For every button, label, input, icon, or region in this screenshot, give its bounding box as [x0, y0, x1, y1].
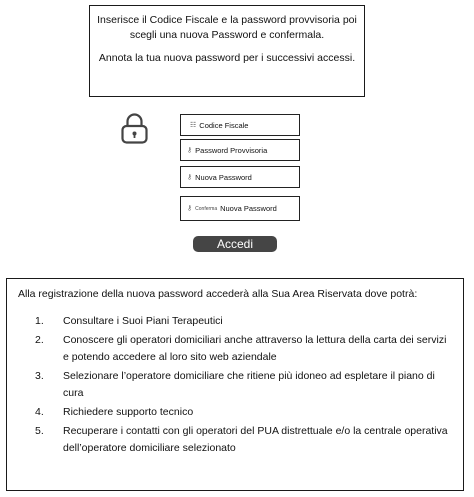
list-text: Conoscere gli operatori domiciliari anche attraverso la lettura della carta dei servizi e potendo accedere al loro sito web aziendale: [63, 334, 447, 363]
instructions-note: Annota la tua nuova password per i successivi accessi.: [98, 52, 356, 64]
password-provvisoria-placeholder: Password Provvisoria: [195, 145, 268, 155]
info-intro: Alla registrazione della nuova password accederà alla Sua Area Riservata dove potrà:: [18, 288, 418, 300]
password-provvisoria-input[interactable]: [180, 139, 300, 161]
conferma-hint: Conferma: [195, 205, 218, 212]
nuova-password-input[interactable]: [180, 166, 300, 188]
list-item: [18, 332, 451, 366]
info-box: [6, 278, 464, 491]
lock-icon: [121, 112, 148, 144]
list-text: Selezionare l’operatore domiciliare che ritiene più idoneo ad espletare il piano di cura: [63, 370, 435, 399]
codice-fiscale-placeholder: Codice Fiscale: [199, 120, 249, 130]
instructions-text: Inserisce il Codice Fiscale e la password provvisoria poi scegli una nuova Password e confermala.: [97, 14, 357, 41]
conferma-password-input[interactable]: [180, 196, 300, 221]
list-number: 2.: [35, 334, 44, 346]
list-item: [18, 368, 451, 402]
list-number: 5.: [35, 425, 44, 437]
conferma-password-placeholder: Nuova Password: [220, 204, 277, 213]
list-number: 3.: [35, 370, 44, 382]
codice-fiscale-input[interactable]: [180, 114, 300, 136]
list-text: Recuperare i contatti con gli operatori del PUA distrettuale e/o la centrale operativa dell’operatore domiciliare selezionato: [63, 425, 448, 454]
list-item: [18, 313, 451, 330]
features-list: [18, 313, 451, 457]
list-item: [18, 423, 451, 457]
key-icon: ⚷: [187, 205, 193, 212]
key-icon: ⚷: [187, 173, 193, 181]
list-number: 4.: [35, 406, 44, 418]
list-text: Richiedere supporto tecnico: [63, 406, 194, 418]
accedi-button[interactable]: Accedi: [193, 236, 277, 252]
id-card-icon: ☷: [190, 121, 197, 129]
key-icon: ⚷: [187, 146, 193, 154]
list-text: Consultare i Suoi Piani Terapeutici: [63, 315, 223, 327]
list-number: 1.: [35, 315, 44, 327]
nuova-password-placeholder: Nuova Password: [195, 172, 252, 182]
instructions-box: [89, 5, 365, 97]
list-item: [18, 404, 451, 421]
